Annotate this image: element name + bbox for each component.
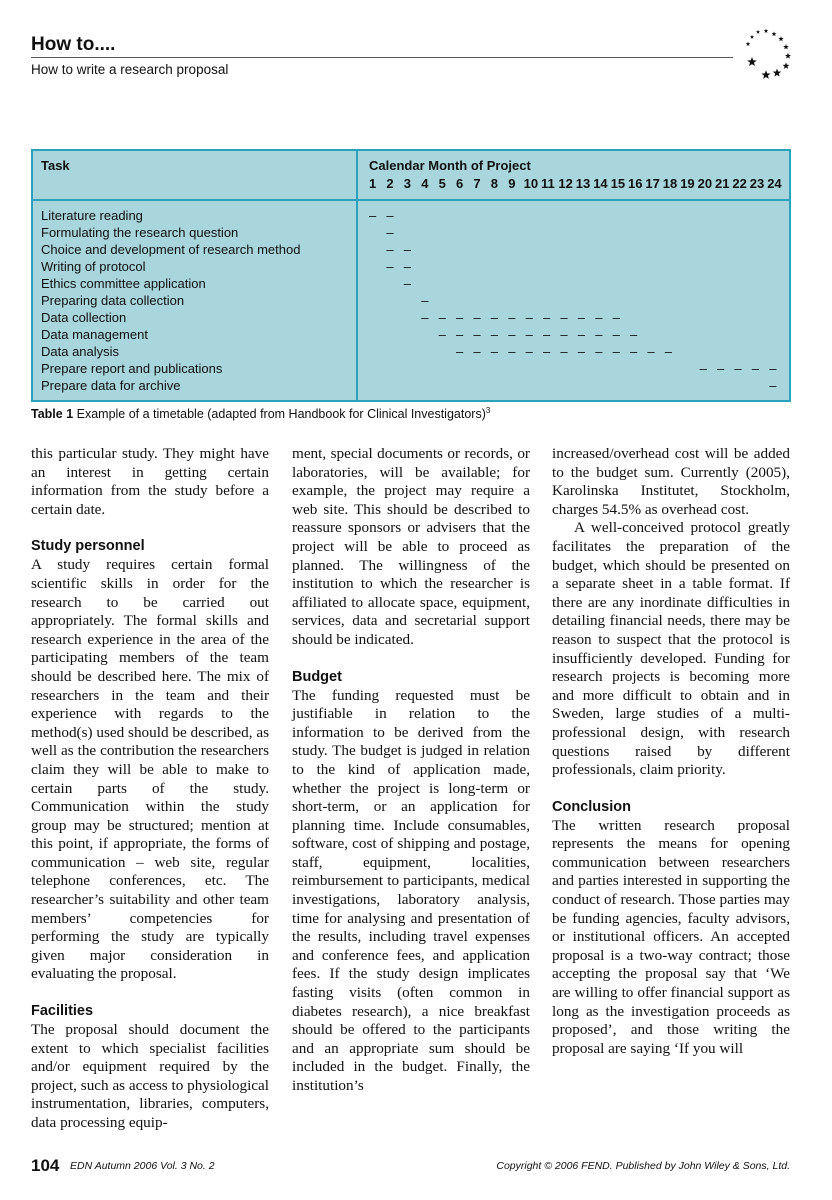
- month-number: 18: [662, 176, 678, 191]
- timeline-dash: –: [769, 378, 777, 393]
- paragraph: The proposal should document the extent to which specialist facilities and/or equipment required by the project, such as access to physiological instrumentation, libraries, computers, data processing equip-: [31, 1021, 269, 1131]
- timeline-dash: –: [456, 344, 464, 359]
- task-label: Prepare report and publications: [41, 361, 223, 376]
- month-number: 17: [645, 176, 660, 191]
- task-row: [33, 293, 789, 310]
- paragraph: The funding requested must be justifiable in relation to the information to be derived from the study. The budget is judged in relation to the kind of application made, whether the project is long-term or short-term, or an application for planning time. Include consumables, software, cost of shipping and postage, staff, equipment, localities, reimbursement to participants, medical investigations, laboratory analysis, time for analysing and presentation of the results, including travel expenses and conference fees, and application fees. If the study design implicates fasting visits (often common in diabetes research), a nice breakfast should be offered to the participants and an appropriate sum should be included in the budget. Finally, the institution’s: [292, 686, 530, 1094]
- header-rule: [31, 57, 733, 58]
- timeline-dash: –: [560, 327, 568, 342]
- timeline-dash: –: [508, 310, 516, 325]
- timeline-dash: –: [543, 327, 551, 342]
- month-number: 7: [473, 176, 481, 191]
- timeline-dash: –: [525, 344, 533, 359]
- timeline-dash: –: [490, 344, 499, 359]
- section-heading-conclusion: Conclusion: [552, 798, 631, 815]
- month-number: 16: [628, 176, 643, 191]
- task-row: [33, 378, 789, 395]
- star-shape: [783, 62, 790, 69]
- star-shape: [785, 53, 791, 59]
- timeline-dash: –: [403, 242, 412, 257]
- journal-reference: EDN Autumn 2006 Vol. 3 No. 2: [70, 1160, 215, 1172]
- month-number: 8: [490, 176, 499, 191]
- task-row: [33, 310, 789, 327]
- timeline-dash: –: [369, 208, 377, 223]
- month-number: 21: [715, 176, 730, 191]
- timeline-dash: –: [543, 344, 551, 359]
- caption-label: Table 1: [31, 407, 74, 422]
- page-number: 104: [31, 1156, 60, 1175]
- month-number: 15: [610, 176, 626, 191]
- task-label: Data management: [41, 327, 148, 342]
- star-shape: [746, 42, 751, 46]
- task-row: [33, 225, 789, 242]
- text-column-2: [292, 445, 530, 1096]
- timeline-dash: –: [508, 327, 516, 342]
- text-column-3: [552, 445, 790, 1058]
- task-label: Preparing data collection: [41, 293, 185, 308]
- timeline-dash: –: [490, 327, 499, 342]
- timeline-dash: –: [386, 259, 394, 274]
- timeline-dash: –: [769, 361, 777, 376]
- task-label: Data collection: [41, 310, 127, 325]
- month-number: 9: [508, 176, 516, 191]
- timeline-dash: –: [699, 361, 707, 376]
- month-number: 24: [767, 176, 782, 191]
- month-numbers: [369, 176, 789, 192]
- timeline-dash: –: [751, 361, 760, 376]
- timeline-dash: –: [403, 276, 412, 291]
- month-number: 12: [558, 176, 573, 191]
- eu-stars-logo: [730, 26, 800, 86]
- timeline-dash: –: [717, 361, 725, 376]
- timeline-dash: –: [734, 361, 742, 376]
- month-number: 4: [421, 176, 429, 191]
- task-label: Writing of protocol: [41, 259, 146, 274]
- timeline-dash: –: [456, 310, 464, 325]
- month-number: 10: [523, 176, 539, 191]
- section-heading-budget: Budget: [292, 668, 342, 685]
- timeline-dash: –: [421, 293, 429, 308]
- month-number: 13: [575, 176, 591, 191]
- timeline-dash: –: [473, 327, 481, 342]
- star-shape: [750, 35, 754, 39]
- star-shape: [756, 30, 760, 34]
- paragraph: A well-conceived protocol greatly facilitates the preparation of the budget, which should be presented on a separate sheet in a table format. If there are any inordinate difficulties in detailing financial needs, there may be reason to suspect that the protocol is insufficiently developed. Funding for research projects is becoming more and more difficult to obtain and in Sweden, large studies of a multi-professional design, with research questions raised by different professionals, claim priority.: [552, 519, 790, 779]
- table-divider-horizontal: [33, 199, 789, 201]
- task-label: Data analysis: [41, 344, 120, 359]
- star-shape: [773, 69, 782, 77]
- timeline-dash: –: [595, 310, 603, 325]
- timeline-dash: –: [595, 327, 603, 342]
- timeline-dash: –: [630, 344, 638, 359]
- timeline-dash: –: [403, 259, 412, 274]
- star-shape: [761, 70, 770, 79]
- header-title: How to....: [31, 34, 116, 55]
- timeline-dash: –: [473, 310, 481, 325]
- timeline-dash: –: [560, 344, 568, 359]
- timeline-dash: –: [421, 310, 429, 325]
- timeline-dash: –: [386, 225, 394, 240]
- month-number: 1: [369, 176, 377, 191]
- caption-text: Example of a timetable (adapted from Handbook for Clinical Investigators): [73, 407, 486, 422]
- timeline-dash: –: [473, 344, 481, 359]
- month-number: 6: [456, 176, 464, 191]
- task-row: [33, 327, 789, 344]
- paragraph: this particular study. They might have an interest in getting certain information from the study before a certain date.: [31, 445, 269, 518]
- timeline-dash: –: [525, 327, 533, 342]
- star-shape: [764, 29, 769, 33]
- caption-ref: 3: [485, 406, 491, 415]
- timeline-dash: –: [612, 310, 620, 325]
- star-shape: [747, 57, 757, 66]
- month-number: 20: [697, 176, 713, 191]
- timeline-dash: –: [508, 344, 516, 359]
- text-column-1: [31, 445, 269, 1133]
- task-row: [33, 344, 789, 361]
- table-caption: [31, 406, 490, 421]
- task-row: [33, 259, 789, 276]
- star-shape: [783, 44, 789, 49]
- paragraph: ment, special documents or records, or laboratories, will be available; for example, the project may require a web site. This should be described to reassure sponsors or advisers that the project will be able to proceed as planned. The willingness of the institution to which the researcher is affiliated to allocate space, equipment, services, data and secretarial support should be indicated.: [292, 445, 530, 648]
- copyright-notice: Copyright © 2006 FEND. Published by John Wiley & Sons, Ltd.: [496, 1160, 790, 1172]
- month-number: 19: [680, 176, 695, 191]
- month-number: 14: [593, 176, 608, 191]
- timeline-dash: –: [386, 242, 394, 257]
- table-header-calendar: Calendar Month of Project: [369, 158, 531, 173]
- month-number: 5: [438, 176, 446, 191]
- timeline-dash: –: [664, 344, 673, 359]
- month-number: 11: [541, 176, 555, 191]
- task-row: [33, 276, 789, 293]
- timeline-dash: –: [456, 327, 464, 342]
- timeline-dash: –: [560, 310, 568, 325]
- timeline-dash: –: [438, 327, 446, 342]
- timeline-dash: –: [612, 327, 620, 342]
- timeline-dash: –: [630, 327, 638, 342]
- month-number: 3: [403, 176, 412, 191]
- star-shape: [772, 31, 777, 36]
- star-shape: [778, 36, 783, 41]
- timeline-dash: –: [595, 344, 603, 359]
- timeline-dash: –: [490, 310, 499, 325]
- timeline-dash: –: [525, 310, 533, 325]
- paragraph: A study requires certain formal scientific skills in order for the research to be carried out appropriately. The formal skills and research experience in the area of the participating members of the team should be described here. The mix of researchers in the team and their experience with regards to the method(s) used should be described, as well as the contribution the researchers claim they will be able to make to certain parts of the study. Communication within the study group may be structured; mention at this point, if appropriate, the forms of communication – web site, regular telephone conferences, etc. The researcher’s suitability and other team members’ competencies for performing the study are typically given major consideration in evaluating the proposal.: [31, 556, 269, 983]
- month-number: 23: [749, 176, 765, 191]
- paragraph: The written research proposal represents the means for opening communication between researchers and parties interested in supporting the conduct of research. Those parties may be funding agencies, faculty advisors, or institutional officers. An accepted proposal is a two-way contract; those accepting the proposal say that ‘We are willing to offer financial support as long as the investigation proceeds as proposed’, and those writing the proposal are saying ‘If you will: [552, 816, 790, 1057]
- paragraph: increased/overhead cost will be added to the budget sum. Currently (2005), Karolinska Institutet, Stockholm, charges 54.5% as overhead cost.: [552, 445, 790, 518]
- timeline-dash: –: [543, 310, 551, 325]
- task-label: Formulating the research question: [41, 225, 239, 240]
- task-row: [33, 208, 789, 225]
- timeline-dash: –: [577, 327, 586, 342]
- section-heading-facilities: Facilities: [31, 1003, 94, 1020]
- timeline-dash: –: [647, 344, 655, 359]
- section-heading-study-personnel: Study personnel: [31, 538, 145, 555]
- task-label: Choice and development of research method: [41, 242, 301, 257]
- header-subtitle: How to write a research proposal: [31, 62, 229, 77]
- timeline-dash: –: [612, 344, 620, 359]
- task-row: [33, 242, 789, 259]
- timetable: [31, 149, 791, 402]
- month-number: 22: [732, 176, 747, 191]
- task-label: Ethics committee application: [41, 276, 206, 291]
- timeline-dash: –: [577, 310, 586, 325]
- timeline-dash: –: [577, 344, 586, 359]
- task-label: Prepare data for archive: [41, 378, 181, 393]
- timeline-dash: –: [438, 310, 446, 325]
- table-header-task: Task: [41, 158, 70, 173]
- timeline-dash: –: [386, 208, 394, 223]
- task-label: Literature reading: [41, 208, 143, 223]
- month-number: 2: [386, 176, 394, 191]
- task-row: [33, 361, 789, 378]
